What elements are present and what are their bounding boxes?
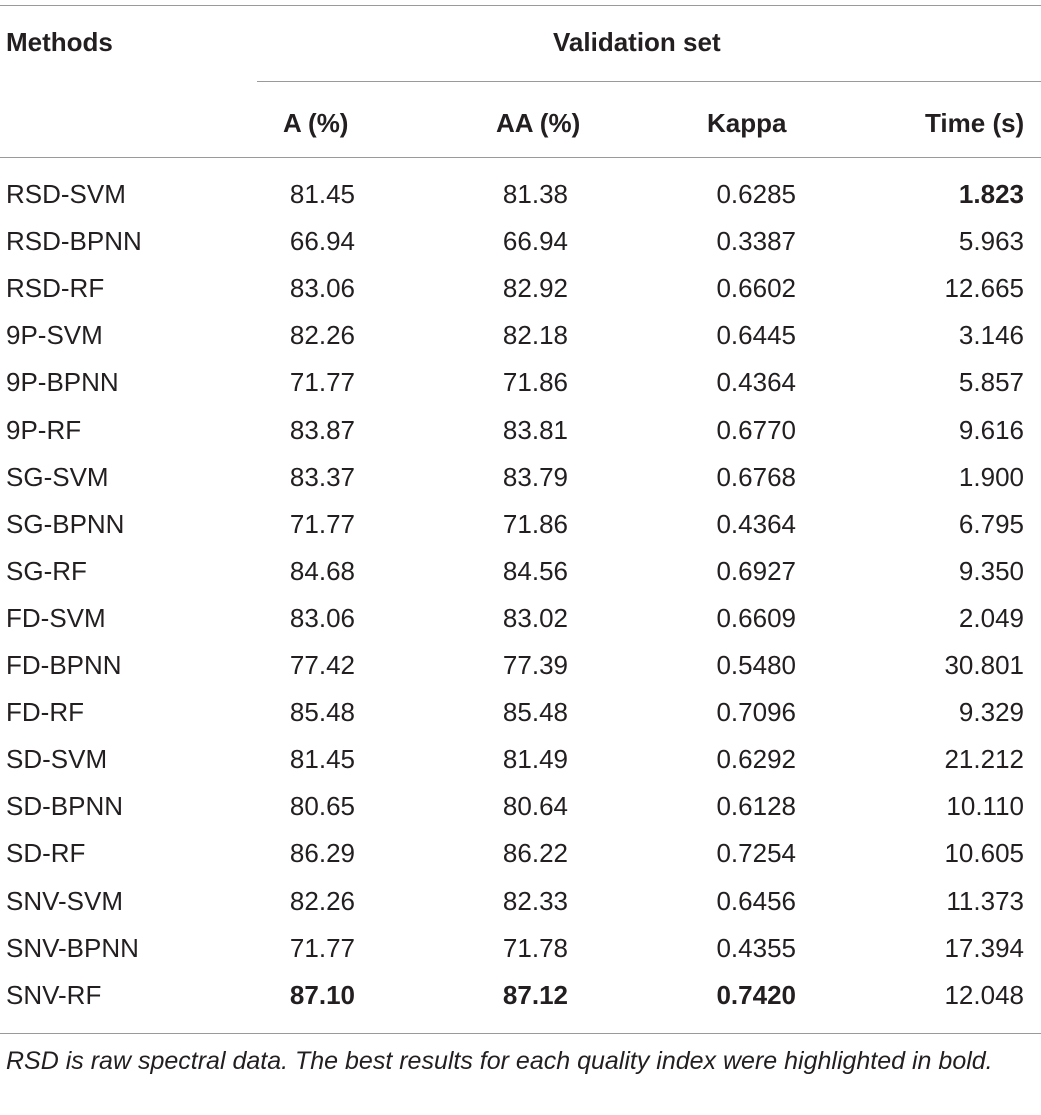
cell-aa: 83.79: [502, 462, 568, 492]
cell-time: 9.329: [958, 697, 1024, 727]
cell-a: 83.87: [289, 415, 355, 445]
cell-aa: 84.56: [502, 556, 568, 586]
cell-kappa: 0.6609: [716, 603, 796, 633]
cell-aa: 85.48: [502, 697, 568, 727]
cell-aa: 83.02: [502, 603, 568, 633]
cell-method: SD-BPNN: [6, 791, 124, 821]
cell-a: 66.94: [289, 226, 355, 256]
cell-time: 5.963: [958, 226, 1024, 256]
cell-time: 9.616: [958, 415, 1024, 445]
cell-time: 1.823: [958, 179, 1024, 209]
cell-a: 83.06: [289, 603, 355, 633]
cell-a: 71.77: [289, 933, 355, 963]
cell-a: 71.77: [289, 509, 355, 539]
cell-kappa: 0.6456: [716, 886, 796, 916]
cell-time: 21.212: [944, 744, 1024, 774]
header-methods: Methods: [6, 27, 113, 57]
cell-kappa: 0.7420: [716, 980, 796, 1010]
cell-aa: 82.18: [502, 320, 568, 350]
cell-method: SG-RF: [6, 556, 87, 586]
cell-a: 84.68: [289, 556, 355, 586]
cell-kappa: 0.7096: [716, 697, 796, 727]
cell-method: SG-SVM: [6, 462, 109, 492]
cell-method: SNV-BPNN: [6, 933, 139, 963]
cell-time: 30.801: [944, 650, 1024, 680]
cell-a: 83.06: [289, 273, 355, 303]
cell-time: 12.665: [944, 273, 1024, 303]
cell-a: 87.10: [289, 980, 355, 1010]
cell-aa: 66.94: [502, 226, 568, 256]
header-kappa: Kappa: [707, 108, 787, 138]
cell-kappa: 0.6292: [716, 744, 796, 774]
cell-a: 82.26: [289, 886, 355, 916]
cell-a: 82.26: [289, 320, 355, 350]
cell-method: SD-SVM: [6, 744, 108, 774]
cell-aa: 83.81: [502, 415, 568, 445]
cell-a: 77.42: [289, 650, 355, 680]
header-time: Time (s): [925, 108, 1025, 138]
cell-kappa: 0.5480: [716, 650, 796, 680]
cell-aa: 86.22: [502, 838, 568, 868]
cell-aa: 82.92: [502, 273, 568, 303]
cell-method: RSD-BPNN: [6, 226, 142, 256]
group-rule: [257, 81, 1041, 82]
header-a: A (%): [283, 108, 349, 138]
cell-time: 1.900: [958, 462, 1024, 492]
header-aa: AA (%): [496, 108, 581, 138]
cell-method: SNV-RF: [6, 980, 102, 1010]
cell-aa: 71.86: [502, 509, 568, 539]
cell-aa: 77.39: [502, 650, 568, 680]
cell-time: 3.146: [958, 320, 1024, 350]
cell-kappa: 0.6445: [716, 320, 796, 350]
cell-time: 2.049: [958, 603, 1024, 633]
cell-method: FD-RF: [6, 697, 84, 727]
cell-method: FD-BPNN: [6, 650, 122, 680]
cell-kappa: 0.4355: [716, 933, 796, 963]
top-rule: [0, 5, 1041, 6]
cell-kappa: 0.6768: [716, 462, 796, 492]
table-footnote: RSD is raw spectral data. The best results for each quality index were highlighted in bold.: [6, 1047, 993, 1075]
cell-a: 81.45: [289, 179, 355, 209]
cell-time: 10.110: [946, 791, 1024, 821]
cell-kappa: 0.6770: [716, 415, 796, 445]
cell-time: 5.857: [958, 367, 1024, 397]
cell-aa: 81.49: [502, 744, 568, 774]
bottom-rule: [0, 1033, 1041, 1034]
cell-kappa: 0.6927: [716, 556, 796, 586]
cell-kappa: 0.3387: [716, 226, 796, 256]
cell-method: SG-BPNN: [6, 509, 125, 539]
cell-kappa: 0.6285: [716, 179, 796, 209]
cell-kappa: 0.6128: [716, 791, 796, 821]
cell-method: 9P-RF: [6, 415, 82, 445]
cell-method: FD-SVM: [6, 603, 106, 633]
cell-aa: 81.38: [502, 179, 568, 209]
cell-aa: 87.12: [502, 980, 568, 1010]
cell-method: SNV-SVM: [6, 886, 124, 916]
cell-aa: 80.64: [502, 791, 568, 821]
cell-method: RSD-SVM: [6, 179, 126, 209]
cell-a: 86.29: [289, 838, 355, 868]
cell-aa: 71.86: [502, 367, 568, 397]
cell-a: 80.65: [289, 791, 355, 821]
cell-method: SD-RF: [6, 838, 86, 868]
header-rule: [0, 157, 1041, 158]
cell-time: 6.795: [958, 509, 1024, 539]
cell-kappa: 0.7254: [716, 838, 796, 868]
cell-aa: 71.78: [502, 933, 568, 963]
header-validation-set: Validation set: [553, 27, 721, 57]
cell-a: 71.77: [289, 367, 355, 397]
cell-a: 83.37: [289, 462, 355, 492]
cell-aa: 82.33: [502, 886, 568, 916]
cell-a: 81.45: [289, 744, 355, 774]
cell-time: 9.350: [958, 556, 1024, 586]
cell-kappa: 0.4364: [716, 367, 796, 397]
cell-time: 11.373: [946, 886, 1024, 916]
cell-kappa: 0.4364: [716, 509, 796, 539]
cell-time: 12.048: [944, 980, 1024, 1010]
cell-a: 85.48: [289, 697, 355, 727]
cell-kappa: 0.6602: [716, 273, 796, 303]
cell-time: 10.605: [944, 838, 1024, 868]
cell-method: 9P-BPNN: [6, 367, 119, 397]
cell-method: 9P-SVM: [6, 320, 103, 350]
cell-time: 17.394: [944, 933, 1024, 963]
cell-method: RSD-RF: [6, 273, 105, 303]
